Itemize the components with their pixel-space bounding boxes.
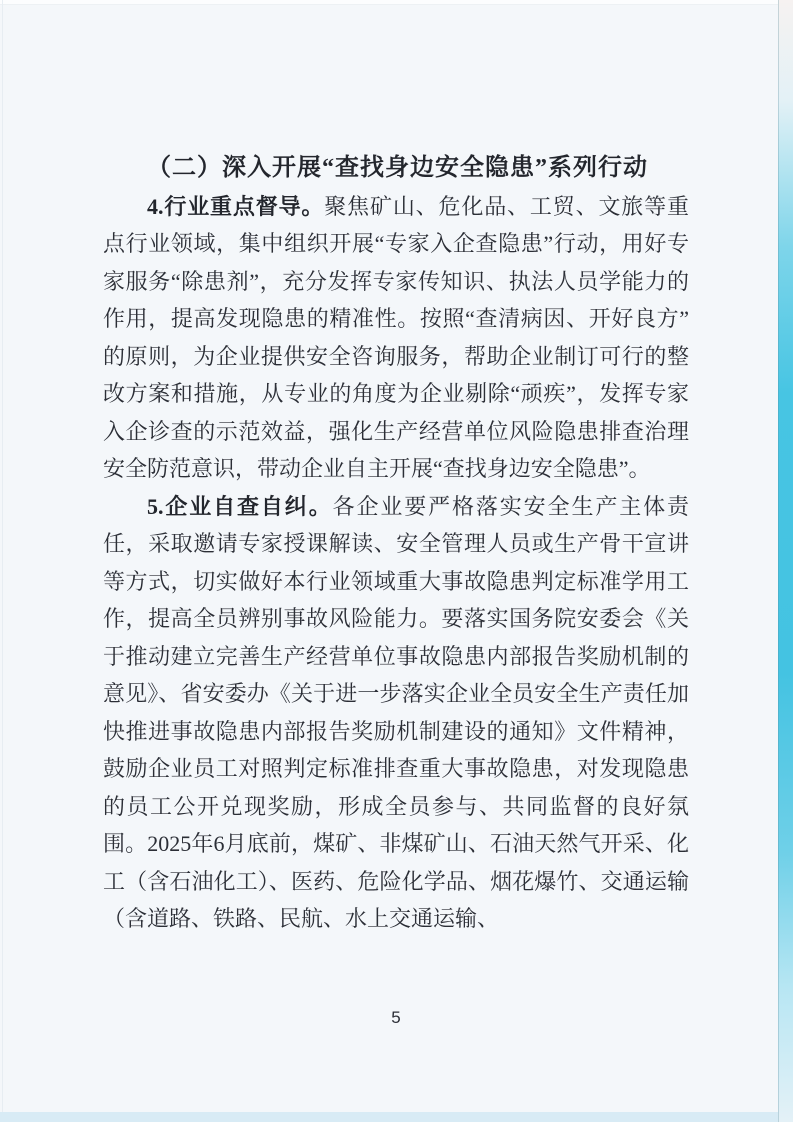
paragraph-lead: 5.企业自查自纠。 xyxy=(147,493,333,519)
scan-right-edge xyxy=(778,0,793,1122)
scan-left-edge xyxy=(2,0,3,1122)
paragraph-body: 聚焦矿山、危化品、工贸、文旅等重点行业领域，集中组织开展“专家入企查隐患”行动，用好专家服务“除患剂”，充分发挥专家传知识、执法人员学能力的作用，提高发现隐患的精准性。按照“查清病因、开好良方”的原则，为企业提供安全咨询服务，帮助企业制订可行的整改方案和措施，从专业的角度为企业剔除“顽疾”，发挥专家入企诊查的示范效益，强化生产经营单位风险隐患排查治理安全防范意识，带动企业自主开展“查找身边安全隐患”。 xyxy=(103,193,689,481)
page-number: 5 xyxy=(391,1008,401,1027)
scan-top-edge xyxy=(0,0,793,5)
paragraph-body: 各企业要严格落实安全生产主体责任，采取邀请专家授课解读、安全管理人员或生产骨干宣讲等方式，切实做好本行业领域重大事故隐患判定标准学用工作，提高全员辨别事故风险能力。要落实国务院安委会《关于推动建立完善生产经营单位事故隐患内部报告奖励机制的意见》、省安委办《关于进一步落实企业全员安全生产责任加快推进事故隐患内部报告奖励机制建设的通知》文件精神，鼓励企业员工对照判定标准排查重大事故隐患，对发现隐患的员工公开兑现奖励，形成全员参与、共同监督的良好氛围。2025年6月底前，煤矿、非煤矿山、石油天然气开采、化工（含石油化工）、医药、危险化学品、烟花爆竹、交通运输（含道路、铁路、民航、水上交通运输、 xyxy=(103,493,689,931)
paragraph xyxy=(103,188,689,488)
scan-bottom-edge xyxy=(0,1112,793,1122)
paragraph xyxy=(103,488,689,938)
paragraph-lead: 4.行业重点督导。 xyxy=(147,193,325,219)
document-body xyxy=(103,150,689,938)
section-heading: （二）深入开展“查找身边安全隐患”系列行动 xyxy=(147,155,648,181)
